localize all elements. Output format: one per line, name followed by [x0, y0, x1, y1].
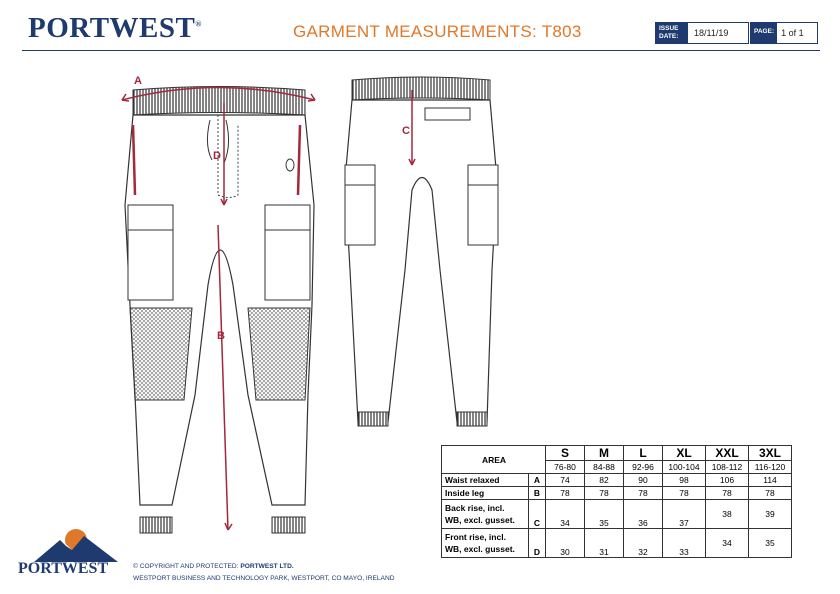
range-xl: 100-104	[663, 461, 706, 474]
cell: 78	[663, 487, 706, 500]
page-box	[750, 22, 818, 44]
cell: 78	[585, 487, 624, 500]
row-area: Inside leg	[442, 487, 529, 500]
size-3xl: 3XL	[749, 446, 792, 461]
size-l: L	[624, 446, 663, 461]
brand-logo: PORTWEST®	[28, 12, 202, 44]
range-s: 76-80	[546, 461, 585, 474]
cell: 78	[624, 487, 663, 500]
row-code: B	[529, 487, 546, 500]
copyright-prefix: © COPYRIGHT AND PROTECTED:	[133, 563, 241, 570]
table-row	[442, 487, 792, 500]
cell: 74	[546, 474, 585, 487]
measurement-table	[441, 445, 792, 558]
cell: 35	[749, 529, 792, 558]
cell: 78	[749, 487, 792, 500]
measure-label-d: D	[213, 150, 221, 162]
footer-copyright	[133, 561, 394, 585]
cell: 38	[706, 500, 749, 529]
issue-date-value: 18/11/19	[694, 28, 729, 38]
row-code: C	[529, 500, 546, 529]
cell: 35	[585, 500, 624, 529]
size-xl: XL	[663, 446, 706, 461]
measure-label-a: A	[134, 75, 142, 87]
range-l: 92-96	[624, 461, 663, 474]
range-m: 84-88	[585, 461, 624, 474]
range-xxl: 108-112	[706, 461, 749, 474]
cell: 98	[663, 474, 706, 487]
cell: 106	[706, 474, 749, 487]
cell: 90	[624, 474, 663, 487]
row-area: Waist relaxed	[442, 474, 529, 487]
cell: 33	[663, 529, 706, 558]
cell: 78	[546, 487, 585, 500]
cell: 82	[585, 474, 624, 487]
page-title: GARMENT MEASUREMENTS: T803	[293, 22, 582, 41]
row-area-line1: Back rise, incl.	[445, 503, 505, 513]
cell: 36	[624, 500, 663, 529]
footer-brand: PORTWEST	[18, 560, 109, 577]
trousers-back-drawing	[340, 70, 505, 440]
cell: 39	[749, 500, 792, 529]
cell: 78	[706, 487, 749, 500]
cell: 31	[585, 529, 624, 558]
issue-date-box	[655, 22, 749, 44]
size-m: M	[585, 446, 624, 461]
header-divider	[22, 50, 820, 51]
issue-date-label: ISSUE DATE:	[656, 23, 688, 43]
page-label: PAGE:	[751, 23, 777, 43]
row-area	[442, 529, 529, 558]
trousers-front-drawing	[100, 65, 335, 545]
cell: 32	[624, 529, 663, 558]
size-s: S	[546, 446, 585, 461]
cell: 114	[749, 474, 792, 487]
row-area-line1: Front rise, incl.	[445, 532, 506, 542]
measure-label-b: B	[217, 330, 225, 342]
area-header: AREA	[442, 446, 546, 474]
row-area-line2: WB, excl. gusset.	[445, 544, 515, 554]
cell: 37	[663, 500, 706, 529]
row-area	[442, 500, 529, 529]
table-row	[442, 500, 792, 529]
page-value: 1 of 1	[781, 28, 804, 38]
size-xxl: XXL	[706, 446, 749, 461]
cell: 34	[706, 529, 749, 558]
cell: 34	[546, 500, 585, 529]
cell: 30	[546, 529, 585, 558]
footer-address: WESTPORT BUSINESS AND TECHNOLOGY PARK, WESTPORT, CO MAYO, IRELAND	[133, 575, 395, 582]
row-code: D	[529, 529, 546, 558]
table-row	[442, 529, 792, 558]
table-row	[442, 474, 792, 487]
range-3xl: 116-120	[749, 461, 792, 474]
row-area-line2: WB, excl. gusset.	[445, 515, 515, 525]
row-code: A	[529, 474, 546, 487]
measure-label-c: C	[402, 125, 410, 137]
copyright-company: PORTWEST LTD.	[240, 563, 294, 570]
